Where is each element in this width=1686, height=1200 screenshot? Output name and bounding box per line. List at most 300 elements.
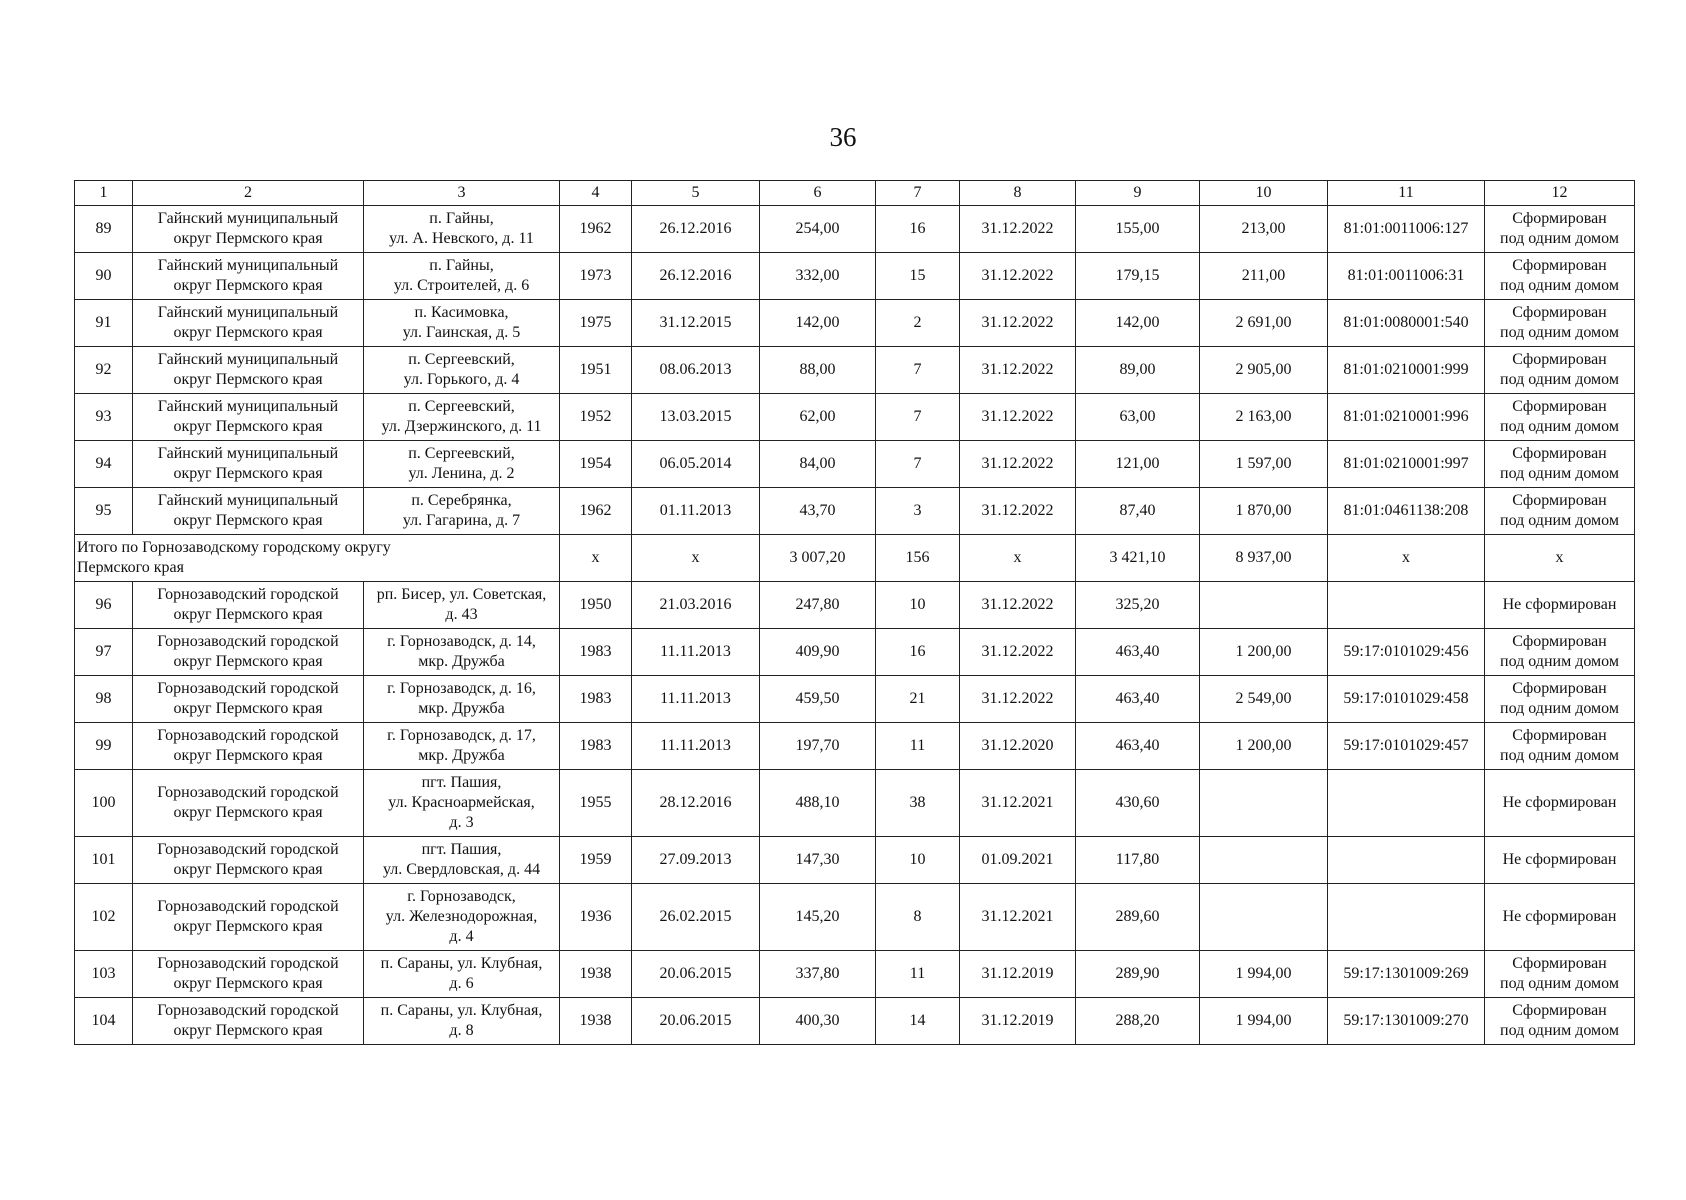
municipality-line: округ Пермского края xyxy=(173,653,323,670)
municipality xyxy=(133,441,364,488)
row-number: 94 xyxy=(75,441,133,488)
land-status xyxy=(1485,582,1635,629)
land-status-line: Сформирован xyxy=(1512,955,1607,972)
table-row xyxy=(75,837,1635,884)
municipality-line: Гайнский муниципальный xyxy=(157,351,339,368)
resettlement-date: 31.12.2020 xyxy=(960,723,1076,770)
living-area: 43,70 xyxy=(760,488,876,535)
land-area: 2 163,00 xyxy=(1200,394,1328,441)
area-to-resettle: 121,00 xyxy=(1076,441,1200,488)
address-line: ул. Дзержинского, д. 11 xyxy=(381,418,542,435)
area-to-resettle: 3 421,10 xyxy=(1076,535,1200,582)
area-to-resettle: 325,20 xyxy=(1076,582,1200,629)
municipality-line: округ Пермского края xyxy=(173,861,323,878)
recognition-date: x xyxy=(632,535,760,582)
municipality-line: округ Пермского края xyxy=(173,371,323,388)
living-area: 88,00 xyxy=(760,347,876,394)
land-status-line: Не сформирован xyxy=(1502,794,1617,811)
residents-count: 14 xyxy=(876,998,960,1045)
area-to-resettle: 288,20 xyxy=(1076,998,1200,1045)
address-line: д. 6 xyxy=(449,975,474,992)
year-built: 1983 xyxy=(560,676,632,723)
land-status-line: Не сформирован xyxy=(1502,851,1617,868)
municipality-line: Горнозаводский городской xyxy=(157,841,339,858)
living-area: 84,00 xyxy=(760,441,876,488)
year-built: 1975 xyxy=(560,300,632,347)
cadastral-number: 59:17:0101029:457 xyxy=(1328,723,1485,770)
cadastral-number xyxy=(1328,582,1485,629)
municipality xyxy=(133,676,364,723)
resettlement-date: 31.12.2022 xyxy=(960,676,1076,723)
resettlement-date: 31.12.2022 xyxy=(960,300,1076,347)
cadastral-number: 81:01:0210001:996 xyxy=(1328,394,1485,441)
municipality xyxy=(133,837,364,884)
cadastral-number: x xyxy=(1328,535,1485,582)
cadastral-number: 59:17:1301009:269 xyxy=(1328,951,1485,998)
land-status-line: x xyxy=(1555,549,1564,566)
address xyxy=(364,629,560,676)
recognition-date: 28.12.2016 xyxy=(632,770,760,837)
land-status-line: под одним домом xyxy=(1500,747,1619,764)
land-status xyxy=(1485,300,1635,347)
land-area: 1 597,00 xyxy=(1200,441,1328,488)
total-row xyxy=(75,535,1635,582)
address-line: ул. Горького, д. 4 xyxy=(403,371,520,388)
address-line: мкр. Дружба xyxy=(418,747,505,764)
recognition-date: 11.11.2013 xyxy=(632,676,760,723)
column-number-4: 4 xyxy=(560,181,632,206)
land-status-line: Сформирован xyxy=(1512,727,1607,744)
municipality xyxy=(133,253,364,300)
land-area: 1 870,00 xyxy=(1200,488,1328,535)
table-row xyxy=(75,770,1635,837)
cadastral-number: 81:01:0461138:208 xyxy=(1328,488,1485,535)
land-area: 2 691,00 xyxy=(1200,300,1328,347)
municipality-line: Гайнский муниципальный xyxy=(157,492,339,509)
municipality-line: округ Пермского края xyxy=(173,804,323,821)
land-status-line: под одним домом xyxy=(1500,512,1619,529)
residents-count: 16 xyxy=(876,206,960,253)
land-area xyxy=(1200,837,1328,884)
address-line: пгт. Пашия, xyxy=(421,774,502,791)
land-area: 2 549,00 xyxy=(1200,676,1328,723)
address-line: п. Серебрянка, xyxy=(411,492,512,509)
land-status-line: Не сформирован xyxy=(1502,596,1617,613)
living-area: 3 007,20 xyxy=(760,535,876,582)
table-row xyxy=(75,723,1635,770)
land-status-line: под одним домом xyxy=(1500,1022,1619,1039)
area-to-resettle: 430,60 xyxy=(1076,770,1200,837)
municipality-line: округ Пермского края xyxy=(173,975,323,992)
resettlement-date: 31.12.2022 xyxy=(960,441,1076,488)
table-row xyxy=(75,300,1635,347)
year-built: 1938 xyxy=(560,998,632,1045)
cadastral-number: 81:01:0210001:997 xyxy=(1328,441,1485,488)
address xyxy=(364,347,560,394)
land-status-line: Сформирован xyxy=(1512,633,1607,650)
resettlement-date: 31.12.2022 xyxy=(960,629,1076,676)
address-line: д. 8 xyxy=(449,1022,474,1039)
recognition-date: 01.11.2013 xyxy=(632,488,760,535)
table-row xyxy=(75,488,1635,535)
residents-count: 10 xyxy=(876,582,960,629)
address xyxy=(364,582,560,629)
year-built: 1954 xyxy=(560,441,632,488)
resettlement-date: 31.12.2022 xyxy=(960,394,1076,441)
column-number-7: 7 xyxy=(876,181,960,206)
land-status-line: Сформирован xyxy=(1512,210,1607,227)
row-number: 98 xyxy=(75,676,133,723)
land-area: 1 994,00 xyxy=(1200,998,1328,1045)
address xyxy=(364,998,560,1045)
municipality xyxy=(133,582,364,629)
address-line: п. Сараны, ул. Клубная, xyxy=(380,1002,543,1019)
recognition-date: 26.12.2016 xyxy=(632,253,760,300)
municipality xyxy=(133,300,364,347)
address-line: п. Гайны, xyxy=(429,257,494,274)
recognition-date: 26.12.2016 xyxy=(632,206,760,253)
cadastral-number: 59:17:0101029:456 xyxy=(1328,629,1485,676)
municipality xyxy=(133,488,364,535)
table-row xyxy=(75,441,1635,488)
land-status xyxy=(1485,676,1635,723)
address-line: г. Горнозаводск, д. 17, xyxy=(387,727,536,744)
recognition-date: 06.05.2014 xyxy=(632,441,760,488)
row-number: 97 xyxy=(75,629,133,676)
municipality-line: округ Пермского края xyxy=(173,918,323,935)
row-number: 92 xyxy=(75,347,133,394)
column-number-6: 6 xyxy=(760,181,876,206)
land-status-line: под одним домом xyxy=(1500,975,1619,992)
land-status xyxy=(1485,535,1635,582)
land-status-line: под одним домом xyxy=(1500,700,1619,717)
address-line: п. Сергеевский, xyxy=(408,398,515,415)
year-built: 1936 xyxy=(560,884,632,951)
address-line: ул. А. Невского, д. 11 xyxy=(389,230,534,247)
living-area: 62,00 xyxy=(760,394,876,441)
address xyxy=(364,884,560,951)
column-number-12: 12 xyxy=(1485,181,1635,206)
municipality-line: Горнозаводский городской xyxy=(157,727,339,744)
residents-count: 156 xyxy=(876,535,960,582)
area-to-resettle: 179,15 xyxy=(1076,253,1200,300)
address-line: мкр. Дружба xyxy=(418,700,505,717)
address xyxy=(364,394,560,441)
year-built: 1955 xyxy=(560,770,632,837)
total-label-line: Пермского края xyxy=(77,559,184,576)
year-built: 1959 xyxy=(560,837,632,884)
recognition-date: 21.03.2016 xyxy=(632,582,760,629)
cadastral-number xyxy=(1328,837,1485,884)
cadastral-number: 81:01:0080001:540 xyxy=(1328,300,1485,347)
living-area: 459,50 xyxy=(760,676,876,723)
row-number: 102 xyxy=(75,884,133,951)
year-built: 1952 xyxy=(560,394,632,441)
residents-count: 38 xyxy=(876,770,960,837)
land-status-line: под одним домом xyxy=(1500,465,1619,482)
resettlement-date: 01.09.2021 xyxy=(960,837,1076,884)
cadastral-number xyxy=(1328,884,1485,951)
municipality xyxy=(133,884,364,951)
address xyxy=(364,441,560,488)
municipality-line: округ Пермского края xyxy=(173,700,323,717)
land-area: 211,00 xyxy=(1200,253,1328,300)
residents-count: 11 xyxy=(876,951,960,998)
land-status xyxy=(1485,253,1635,300)
resettlement-date: 31.12.2022 xyxy=(960,206,1076,253)
land-area: 1 200,00 xyxy=(1200,629,1328,676)
row-number: 90 xyxy=(75,253,133,300)
address-line: ул. Гагарина, д. 7 xyxy=(402,512,521,529)
residents-count: 16 xyxy=(876,629,960,676)
land-status-line: Сформирован xyxy=(1512,445,1607,462)
table-row xyxy=(75,998,1635,1045)
column-number-5: 5 xyxy=(632,181,760,206)
land-area: 1 994,00 xyxy=(1200,951,1328,998)
municipality xyxy=(133,394,364,441)
residents-count: 3 xyxy=(876,488,960,535)
municipality-line: Горнозаводский городской xyxy=(157,680,339,697)
area-to-resettle: 63,00 xyxy=(1076,394,1200,441)
area-to-resettle: 463,40 xyxy=(1076,629,1200,676)
recognition-date: 31.12.2015 xyxy=(632,300,760,347)
municipality-line: округ Пермского края xyxy=(173,512,323,529)
living-area: 147,30 xyxy=(760,837,876,884)
municipality-line: Горнозаводский городской xyxy=(157,955,339,972)
land-area: 213,00 xyxy=(1200,206,1328,253)
municipality-line: округ Пермского края xyxy=(173,606,323,623)
municipality-line: округ Пермского края xyxy=(173,277,323,294)
land-status-line: под одним домом xyxy=(1500,277,1619,294)
residents-count: 8 xyxy=(876,884,960,951)
municipality-line: округ Пермского края xyxy=(173,230,323,247)
residents-count: 2 xyxy=(876,300,960,347)
municipality xyxy=(133,629,364,676)
address-line: г. Горнозаводск, xyxy=(407,888,516,905)
land-status-line: под одним домом xyxy=(1500,371,1619,388)
area-to-resettle: 155,00 xyxy=(1076,206,1200,253)
residents-count: 10 xyxy=(876,837,960,884)
cadastral-number: 81:01:0011006:127 xyxy=(1328,206,1485,253)
column-number-10: 10 xyxy=(1200,181,1328,206)
address xyxy=(364,837,560,884)
address xyxy=(364,206,560,253)
recognition-date: 20.06.2015 xyxy=(632,951,760,998)
row-number: 103 xyxy=(75,951,133,998)
land-area xyxy=(1200,770,1328,837)
land-status xyxy=(1485,723,1635,770)
address-line: ул. Ленина, д. 2 xyxy=(408,465,515,482)
table-row xyxy=(75,394,1635,441)
land-area: 8 937,00 xyxy=(1200,535,1328,582)
address-line: ул. Железнодорожная, xyxy=(385,908,538,925)
land-status-line: Не сформирован xyxy=(1502,908,1617,925)
land-status-line: Сформирован xyxy=(1512,680,1607,697)
living-area: 247,80 xyxy=(760,582,876,629)
recognition-date: 26.02.2015 xyxy=(632,884,760,951)
resettlement-date: 31.12.2022 xyxy=(960,582,1076,629)
address xyxy=(364,951,560,998)
land-status-line: Сформирован xyxy=(1512,304,1607,321)
column-number-row xyxy=(75,181,1635,206)
living-area: 197,70 xyxy=(760,723,876,770)
address-line: пгт. Пашия, xyxy=(421,841,502,858)
address-line: п. Гайны, xyxy=(429,210,494,227)
municipality-line: Гайнский муниципальный xyxy=(157,445,339,462)
recognition-date: 13.03.2015 xyxy=(632,394,760,441)
land-status xyxy=(1485,884,1635,951)
land-status xyxy=(1485,629,1635,676)
column-number-1: 1 xyxy=(75,181,133,206)
row-number: 91 xyxy=(75,300,133,347)
municipality-line: округ Пермского края xyxy=(173,324,323,341)
municipality xyxy=(133,723,364,770)
resettlement-date: 31.12.2021 xyxy=(960,770,1076,837)
year-built: 1951 xyxy=(560,347,632,394)
cadastral-number xyxy=(1328,770,1485,837)
municipality-line: Гайнский муниципальный xyxy=(157,257,339,274)
address-line: мкр. Дружба xyxy=(418,653,505,670)
residents-count: 7 xyxy=(876,394,960,441)
cadastral-number: 59:17:1301009:270 xyxy=(1328,998,1485,1045)
table-row xyxy=(75,629,1635,676)
land-status xyxy=(1485,998,1635,1045)
table-body xyxy=(75,181,1635,1045)
resettlement-date: 31.12.2019 xyxy=(960,998,1076,1045)
living-area: 254,00 xyxy=(760,206,876,253)
land-status xyxy=(1485,347,1635,394)
address-line: г. Горнозаводск, д. 14, xyxy=(387,633,536,650)
address-line: д. 4 xyxy=(449,928,474,945)
column-number-11: 11 xyxy=(1328,181,1485,206)
municipality-line: Гайнский муниципальный xyxy=(157,304,339,321)
land-status-line: Сформирован xyxy=(1512,257,1607,274)
row-number: 100 xyxy=(75,770,133,837)
residents-count: 11 xyxy=(876,723,960,770)
address-line: п. Касимовка, xyxy=(414,304,509,321)
column-number-2: 2 xyxy=(133,181,364,206)
municipality-line: Горнозаводский городской xyxy=(157,1002,339,1019)
land-status xyxy=(1485,394,1635,441)
year-built: 1950 xyxy=(560,582,632,629)
row-number: 104 xyxy=(75,998,133,1045)
address-line: д. 3 xyxy=(449,814,474,831)
table-row xyxy=(75,884,1635,951)
municipality-line: Горнозаводский городской xyxy=(157,898,339,915)
row-number: 96 xyxy=(75,582,133,629)
address-line: п. Сергеевский, xyxy=(408,351,515,368)
land-status-line: Сформирован xyxy=(1512,398,1607,415)
year-built: 1983 xyxy=(560,629,632,676)
municipality xyxy=(133,951,364,998)
municipality-line: округ Пермского края xyxy=(173,1022,323,1039)
year-built: 1962 xyxy=(560,488,632,535)
register-table xyxy=(74,180,1635,1045)
living-area: 145,20 xyxy=(760,884,876,951)
resettlement-date: 31.12.2022 xyxy=(960,488,1076,535)
row-number: 99 xyxy=(75,723,133,770)
residents-count: 7 xyxy=(876,347,960,394)
municipality-line: округ Пермского края xyxy=(173,418,323,435)
recognition-date: 11.11.2013 xyxy=(632,629,760,676)
address-line: ул. Строителей, д. 6 xyxy=(393,277,530,294)
municipality-line: округ Пермского края xyxy=(173,465,323,482)
land-status-line: под одним домом xyxy=(1500,653,1619,670)
land-status xyxy=(1485,488,1635,535)
page-number: 36 xyxy=(829,122,857,152)
area-to-resettle: 89,00 xyxy=(1076,347,1200,394)
table-row xyxy=(75,951,1635,998)
living-area: 409,90 xyxy=(760,629,876,676)
land-area xyxy=(1200,884,1328,951)
table-row xyxy=(75,253,1635,300)
land-status xyxy=(1485,770,1635,837)
address-line: ул. Красноармейская, xyxy=(388,794,535,811)
address-line: г. Горнозаводск, д. 16, xyxy=(387,680,536,697)
land-status xyxy=(1485,441,1635,488)
municipality-line: Горнозаводский городской xyxy=(157,784,339,801)
area-to-resettle: 463,40 xyxy=(1076,676,1200,723)
cadastral-number: 81:01:0011006:31 xyxy=(1328,253,1485,300)
total-label-line: Итого по Горнозаводскому городскому округу xyxy=(77,539,391,556)
recognition-date: 27.09.2013 xyxy=(632,837,760,884)
living-area: 142,00 xyxy=(760,300,876,347)
address-line: д. 43 xyxy=(445,606,478,623)
recognition-date: 11.11.2013 xyxy=(632,723,760,770)
municipality-line: Горнозаводский городской xyxy=(157,586,339,603)
cadastral-number: 59:17:0101029:458 xyxy=(1328,676,1485,723)
table-row xyxy=(75,347,1635,394)
area-to-resettle: 463,40 xyxy=(1076,723,1200,770)
recognition-date: 20.06.2015 xyxy=(632,998,760,1045)
land-status-line: под одним домом xyxy=(1500,324,1619,341)
municipality xyxy=(133,206,364,253)
year-built: 1962 xyxy=(560,206,632,253)
municipality-line: Горнозаводский городской xyxy=(157,633,339,650)
residents-count: 15 xyxy=(876,253,960,300)
municipality xyxy=(133,347,364,394)
address-line: рп. Бисер, ул. Советская, xyxy=(376,586,547,603)
year-built: 1983 xyxy=(560,723,632,770)
resettlement-date: 31.12.2022 xyxy=(960,347,1076,394)
land-status-line: под одним домом xyxy=(1500,230,1619,247)
living-area: 400,30 xyxy=(760,998,876,1045)
living-area: 332,00 xyxy=(760,253,876,300)
table-row xyxy=(75,582,1635,629)
total-label xyxy=(75,535,560,582)
address xyxy=(364,770,560,837)
land-area: 1 200,00 xyxy=(1200,723,1328,770)
recognition-date: 08.06.2013 xyxy=(632,347,760,394)
address-line: п. Сараны, ул. Клубная, xyxy=(380,955,543,972)
row-number: 95 xyxy=(75,488,133,535)
address-line: п. Сергеевский, xyxy=(408,445,515,462)
year-built: 1973 xyxy=(560,253,632,300)
row-number: 101 xyxy=(75,837,133,884)
address xyxy=(364,676,560,723)
municipality xyxy=(133,998,364,1045)
table-row xyxy=(75,676,1635,723)
cadastral-number: 81:01:0210001:999 xyxy=(1328,347,1485,394)
land-status-line: Сформирован xyxy=(1512,1002,1607,1019)
address xyxy=(364,253,560,300)
land-status xyxy=(1485,206,1635,253)
land-status xyxy=(1485,951,1635,998)
land-status-line: под одним домом xyxy=(1500,418,1619,435)
resettlement-date: x xyxy=(960,535,1076,582)
resettlement-date: 31.12.2021 xyxy=(960,884,1076,951)
municipality-line: Гайнский муниципальный xyxy=(157,210,339,227)
